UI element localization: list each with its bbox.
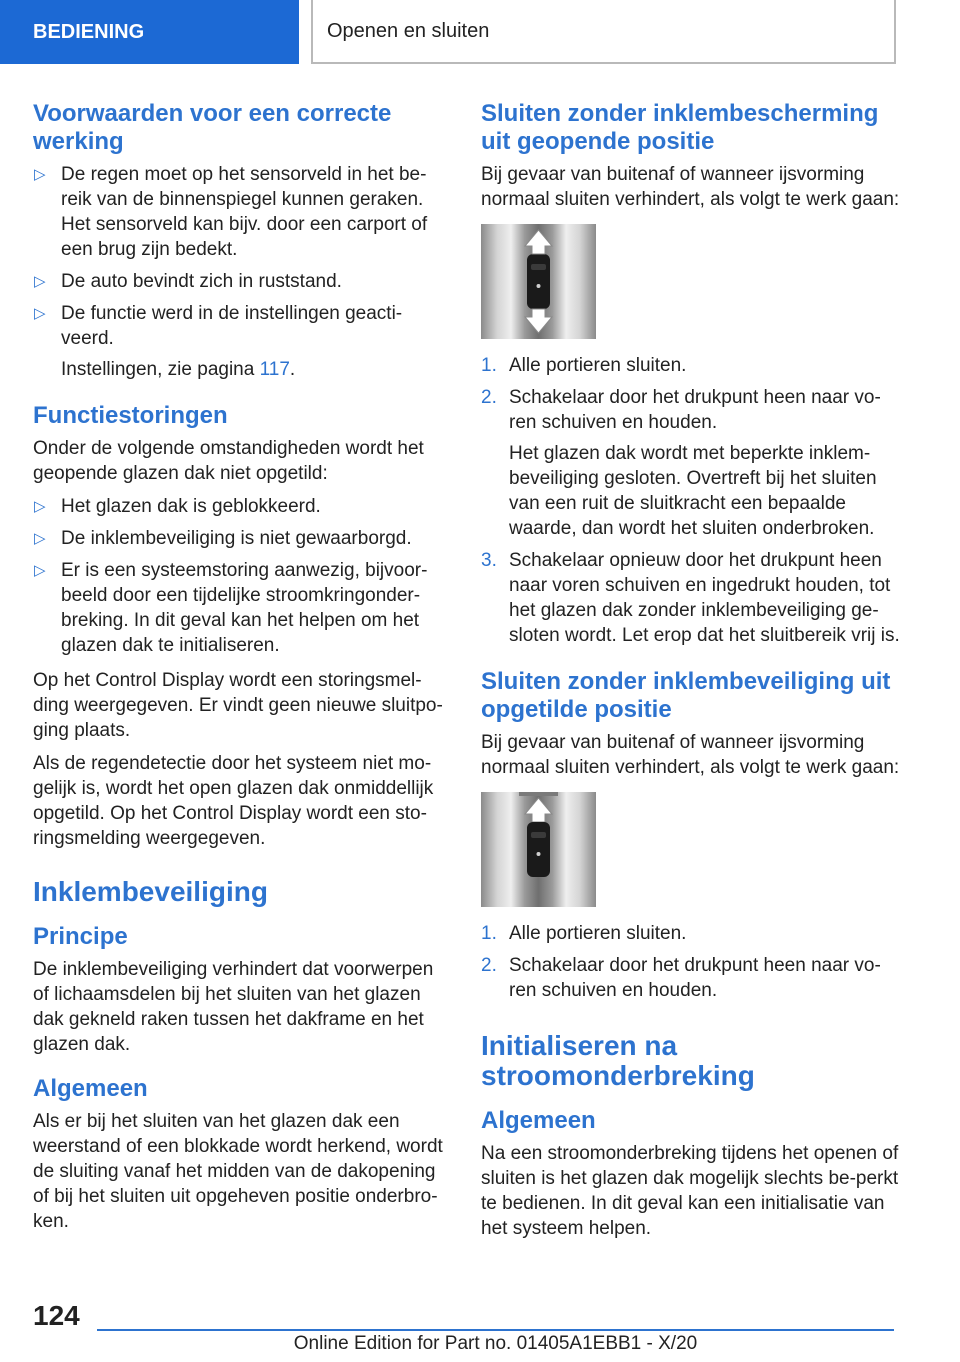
footer-edition: Online Edition for Part no. 01405A1EBB1 - X/20 (293, 1333, 698, 1354)
paragraph-close-from-open: Bij gevaar van buitenaf of wanneer ijsvorming normaal sluiten verhindert, als volgt te werk gaan: (481, 164, 900, 210)
header-section-tab: BEDIENING (0, 0, 299, 64)
conditions-list (33, 162, 453, 382)
heading-initialise-general: Algemeen (481, 1107, 596, 1134)
bullet-triangle-icon: ▷ (34, 562, 46, 579)
list-item: ▷ De auto bevindt zich in ruststand. (34, 271, 342, 292)
list-item: 2. Schakelaar door het drukpunt heen naar vo-ren schuiven en houden. (481, 955, 881, 1001)
step-note: Het glazen dak wordt met beperkte inklem-beveiliging gesloten. Overtreft bij het sluiten van een ruit de sluitkracht een bepaalde waarde, dan wordt het sluiten onderbroken. (509, 443, 877, 539)
paragraph-general: Als er bij het sluiten van het glazen dak een weerstand of een blokkade wordt herkend, wordt de sluiting vanaf het midden van de dakopening of bij het sluiten uit opgeheven positie onderbro-ken. (33, 1111, 443, 1232)
steps-close-from-tilt (481, 921, 901, 1003)
bullet-triangle-icon: ▷ (34, 498, 46, 515)
bullet-triangle-icon: ▷ (34, 273, 46, 290)
settings-reference: Instellingen, zie pagina 117. (61, 359, 296, 380)
list-item: ▷ De functie werd in de instellingen geacti-veerd. Instellingen, zie pagina 117. (33, 301, 453, 382)
heading-pinch-protection: Inklembeveiliging (33, 876, 268, 907)
steps-close-from-open (481, 353, 901, 648)
list-item: 2. Schakelaar door het drukpunt heen naar vo-ren schuiven en houden. Het glazen dak wordt met beperkte inklem-beveiliging gesloten. Overtreft bij het sluiten van een ruit de sluitkracht een bepaalde waarde, dan wordt het sluiten onderbroken. (481, 385, 901, 541)
page-link[interactable]: 117 (259, 359, 290, 380)
heading-close-from-open: Sluiten zonder inklembescherming uit geopende positie (481, 100, 879, 155)
list-item: ▷ De regen moet op het sensorveld in het be-reik van de binnenspiegel kunnen geraken. Het sensorveld kan bijv. door een carport of een brug zijn bedekt. (34, 164, 428, 260)
paragraph-display: Op het Control Display wordt een storingsmel-ding weergegeven. Er vindt geen nieuwe sluitpo-ging plaats. (33, 670, 443, 741)
heading-general: Algemeen (33, 1075, 148, 1102)
header-title: Openen en sluiten (311, 0, 896, 64)
list-item: 1. Alle portieren sluiten. (481, 355, 687, 376)
left-column (33, 100, 453, 1242)
roof-switch-image (481, 224, 596, 339)
roof-switch-image (481, 792, 596, 907)
malfunctions-intro: Onder de volgende omstandigheden wordt het geopende glazen dak niet opgetild: (33, 438, 424, 484)
right-column (481, 100, 901, 1249)
paragraph-initialise: Na een stroomonderbreking tijdens het openen of sluiten is het glazen dak mogelijk slechts be-perkt te bedienen. In dit geval kan een initialisatie van het systeem helpen. (481, 1143, 899, 1239)
list-item: 3. Schakelaar opnieuw door het drukpunt heen naar voren schuiven en ingedrukt houden, tot het glazen dak zonder inklembeveiliging ge-sloten wordt. Let erop dat het sluitbereik vrij is. (481, 550, 900, 646)
malfunctions-list (33, 494, 453, 658)
list-item: ▷ De inklembeveiliging is niet gewaarborgd. (34, 528, 412, 549)
heading-principle: Principe (33, 923, 128, 950)
roof-switch-illustration (481, 224, 596, 339)
heading-close-from-tilt: Sluiten zonder inklembeveiliging uit opgetilde positie (481, 668, 891, 723)
bullet-triangle-icon: ▷ (34, 166, 46, 183)
bullet-triangle-icon: ▷ (34, 530, 46, 547)
page-number: 124 (33, 1300, 80, 1331)
list-item: ▷ Er is een systeemstoring aanwezig, bijvoor-beeld door een tijdelijke stroomkringonder-breking. In dit geval kan het helpen om het glazen dak te initialiseren. (34, 560, 428, 656)
heading-malfunctions: Functiestoringen (33, 402, 228, 429)
footer-divider (97, 1329, 894, 1331)
heading-initialise: Initialiseren na stroomonderbreking (481, 1030, 755, 1091)
bullet-triangle-icon: ▷ (34, 305, 46, 322)
paragraph-principle: De inklembeveiliging verhindert dat voorwerpen of lichaamsdelen bij het sluiten van het glazen dak gekneld raken tussen het dakframe en het glazen dak. (33, 959, 434, 1055)
paragraph-rain: Als de regendetectie door het systeem niet mo-gelijk is, wordt het open glazen dak onmiddellijk opgetild. Op het Control Display wordt een sto-ringsmelding weergegeven. (33, 753, 434, 849)
paragraph-close-from-tilt: Bij gevaar van buitenaf of wanneer ijsvorming normaal sluiten verhindert, als volgt te werk gaan: (481, 732, 900, 778)
heading-conditions: Voorwaarden voor een correcte werking (33, 100, 392, 155)
roof-switch-illustration (481, 792, 596, 907)
list-item: 1. Alle portieren sluiten. (481, 923, 687, 944)
list-item: ▷ Het glazen dak is geblokkeerd. (34, 496, 321, 517)
